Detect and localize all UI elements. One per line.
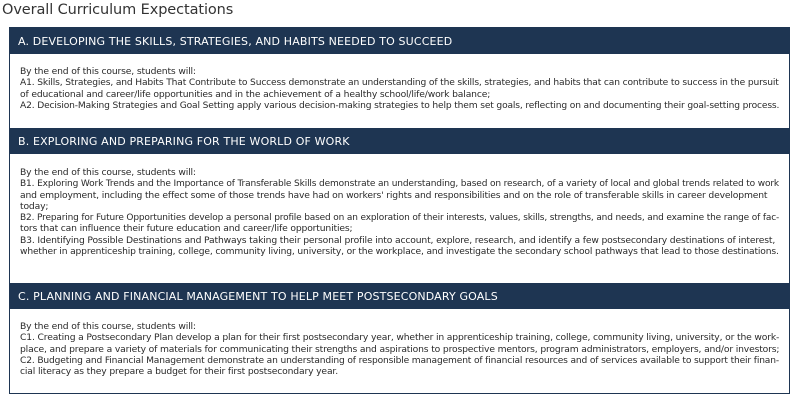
section-a-header: A. DEVELOPING THE SKILLS, STRATEGIES, AND HABITS NEEDED TO SUCCEED xyxy=(10,28,789,54)
section-a-line: A1. Skills, Strategies, and Habits That Contribute to Success demonstrate an understanding of the skills, strategies, and habits that can contribute to success in the pursuit xyxy=(20,77,779,89)
page-title: Overall Curriculum Expectations xyxy=(2,2,234,18)
section-b-body xyxy=(10,167,789,257)
section-a-line: of educational and career/life opportunities and in the achievement of a healthy school/life/work balance; xyxy=(20,88,491,100)
section-a-intro: By the end of this course, students will: xyxy=(20,66,196,77)
section-b-intro: By the end of this course, students will: xyxy=(20,167,196,178)
section-c-intro: By the end of this course, students will: xyxy=(20,321,196,332)
section-b-line: and employment, including the effect some of those trends have had on workers' rights and responsibilities and on the role of transferable skills in career development xyxy=(20,189,768,201)
section-b-line: B2. Preparing for Future Opportunities develop a personal profile based on an exploration of their interests, values, skills, strengths, and needs, and examine the range of fac- xyxy=(20,212,780,224)
section-b-line: B3. Identifying Possible Destinations and Pathways taking their personal profile into account, explore, research, and identify a few postsecondary destinations of interest, xyxy=(20,234,776,246)
section-c-line: cial literacy as they prepare a budget for their first postsecondary year. xyxy=(20,366,338,378)
section-b-line: B1. Exploring Work Trends and the Importance of Transferable Skills demonstrate an understanding, based on research, of a variety of local and global trends related to work xyxy=(20,178,780,190)
section-c-line: place, and prepare a variety of materials for communicating their strengths and aspirations to prospective mentors, program administrators, employers, and/or investors; xyxy=(20,343,780,355)
curriculum-expectations-table xyxy=(9,27,790,394)
section-a-line: A2. Decision-Making Strategies and Goal Setting apply various decision-making strategies to help them set goals, reflecting on and documenting their goal-setting process. xyxy=(20,99,780,111)
section-c-line: C2. Budgeting and Financial Management demonstrate an understanding of responsible management of financial resources and of services available to support their finan- xyxy=(20,354,779,366)
section-a-body xyxy=(10,66,789,111)
section-b-line: tors that can influence their future education and career/life opportunities; xyxy=(20,223,353,235)
section-c-body xyxy=(10,321,789,377)
section-c-line: C1. Creating a Postsecondary Plan develop a plan for their first postsecondary year, whether in apprenticeship training, college, community living, university, or the work- xyxy=(20,332,780,344)
section-b-header: B. EXPLORING AND PREPARING FOR THE WORLD OF WORK xyxy=(10,128,789,154)
section-c-header: C. PLANNING AND FINANCIAL MANAGEMENT TO HELP MEET POSTSECONDARY GOALS xyxy=(10,283,789,309)
section-b-line: whether in apprenticeship training, college, community living, university, or the workplace, and investigate the secondary school pathways that lead to those destinations. xyxy=(20,246,779,258)
section-b-line: today; xyxy=(20,200,49,212)
